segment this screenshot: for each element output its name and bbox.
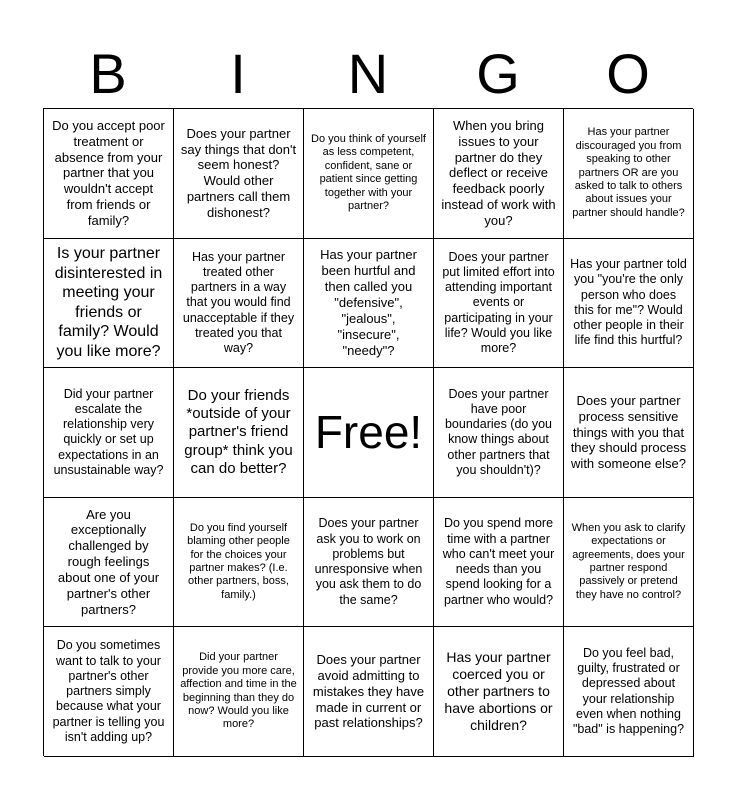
free-label: Free!: [314, 406, 423, 459]
cell-text: Are you exceptionally challenged by rough feelings about one of your partner's other partners?: [57, 506, 160, 617]
cell-text: Did your partner escalate the relationship very quickly or set up expectations in an unsustainable way?: [53, 386, 164, 477]
bingo-cell-r4c5[interactable]: [564, 498, 694, 628]
cell-text: Has your partner treated other partners in a way that you would find unacceptable if they treated you that way?: [182, 249, 295, 356]
bingo-cell-r1c1[interactable]: [44, 109, 174, 239]
bingo-cell-r4c2[interactable]: [174, 498, 304, 628]
bingo-cell-r1c5[interactable]: [564, 109, 694, 239]
cell-text: Has your partner been hurtful and then called you "defensive", "jealous", "insecure", "needy"?: [320, 247, 417, 358]
bingo-cell-free[interactable]: [304, 368, 434, 498]
bingo-cell-r2c5[interactable]: [564, 239, 694, 369]
bingo-cell-r3c2[interactable]: [174, 368, 304, 498]
cell-text: Do you sometimes want to talk to your partner's other partners simply because what your partner is telling you isn't adding up?: [52, 638, 165, 744]
bingo-cell-r4c4[interactable]: [434, 498, 564, 628]
cell-text: When you ask to clarify expectations or agreements, does your partner respond passively or pretend they have no control?: [571, 521, 686, 601]
header-letter-n: N: [347, 42, 389, 105]
cell-text: Do you think of yourself as less competent, confident, sane or patient since getting together with your partner?: [311, 133, 426, 213]
cell-text: Do you find yourself blaming other people for the choices your partner makes? (I.e. other partners, boss, family.): [187, 521, 290, 601]
cell-text: Do you feel bad, guilty, frustrated or depressed about your relationship even when nothing "bad" is happening?: [572, 645, 685, 737]
cell-text: Do your friends *outside of your partner's friend group* think you can do better?: [184, 386, 293, 477]
cell-text: Do you accept poor treatment or absence from your partner that you wouldn't accept from friends or family?: [52, 117, 165, 228]
bingo-cell-r5c4[interactable]: [434, 627, 564, 757]
header-letter-o: O: [606, 42, 650, 105]
cell-text: Has your partner coerced you or other partners to have abortions or children?: [444, 648, 553, 734]
bingo-cell-r1c2[interactable]: [174, 109, 304, 239]
bingo-cell-r2c3[interactable]: [304, 239, 434, 369]
bingo-cell-r2c2[interactable]: [174, 239, 304, 369]
header-letter-b: B: [89, 42, 127, 105]
bingo-cell-r2c1[interactable]: [44, 239, 174, 369]
header-letter-g: G: [476, 42, 520, 105]
cell-text: Does your partner ask you to work on problems but unresponsive when you ask them to do the same?: [314, 516, 423, 607]
bingo-cell-r2c4[interactable]: [434, 239, 564, 369]
cell-text: Is your partner disinterested in meeting your friends or family? Would you like more?: [54, 245, 163, 360]
cell-text: Does your partner put limited effort into attending important events or participating in your life? Would you like more?: [442, 249, 555, 356]
cell-text: Does your partner process sensitive things with you that they should process with someone else?: [570, 392, 687, 472]
bingo-cell-r1c3[interactable]: [304, 109, 434, 239]
bingo-cell-r5c5[interactable]: [564, 627, 694, 757]
bingo-cell-r5c2[interactable]: [174, 627, 304, 757]
bingo-cell-r4c1[interactable]: [44, 498, 174, 628]
bingo-cell-r3c5[interactable]: [564, 368, 694, 498]
bingo-cell-r1c4[interactable]: [434, 109, 564, 239]
cell-text: Do you spend more time with a partner who can't meet your needs than you spend looking for a partner who would?: [442, 516, 555, 607]
cell-text: Does your partner avoid admitting to mistakes they have made in current or past relationships?: [312, 652, 425, 731]
bingo-cell-r5c3[interactable]: [304, 627, 434, 757]
bingo-cell-r4c3[interactable]: [304, 498, 434, 628]
bingo-header: [43, 40, 693, 108]
cell-text: Does your partner have poor boundaries (do you know things about other partners that you shouldn't)?: [444, 386, 553, 477]
bingo-cell-r3c1[interactable]: [44, 368, 174, 498]
bingo-cell-r5c1[interactable]: [44, 627, 174, 757]
cell-text: When you bring issues to your partner do they deflect or receive feedback poorly instead of work with you?: [441, 117, 556, 228]
cell-text: Did your partner provide you more care, affection and time in the beginning than they do now? Would you like more?: [180, 651, 297, 731]
cell-text: Has your partner told you "you're the only person who does this for me"? Would other people in their life find this hurtful?: [570, 257, 687, 348]
header-letter-i: I: [230, 42, 246, 105]
bingo-cell-r3c4[interactable]: [434, 368, 564, 498]
cell-text: Does your partner say things that don't seem honest? Would other partners call them dishonest?: [180, 125, 297, 221]
bingo-grid: [43, 108, 693, 756]
cell-text: Has your partner discouraged you from speaking to other partners OR are you asked to talk to others about issues your partner should handle?: [572, 126, 685, 219]
